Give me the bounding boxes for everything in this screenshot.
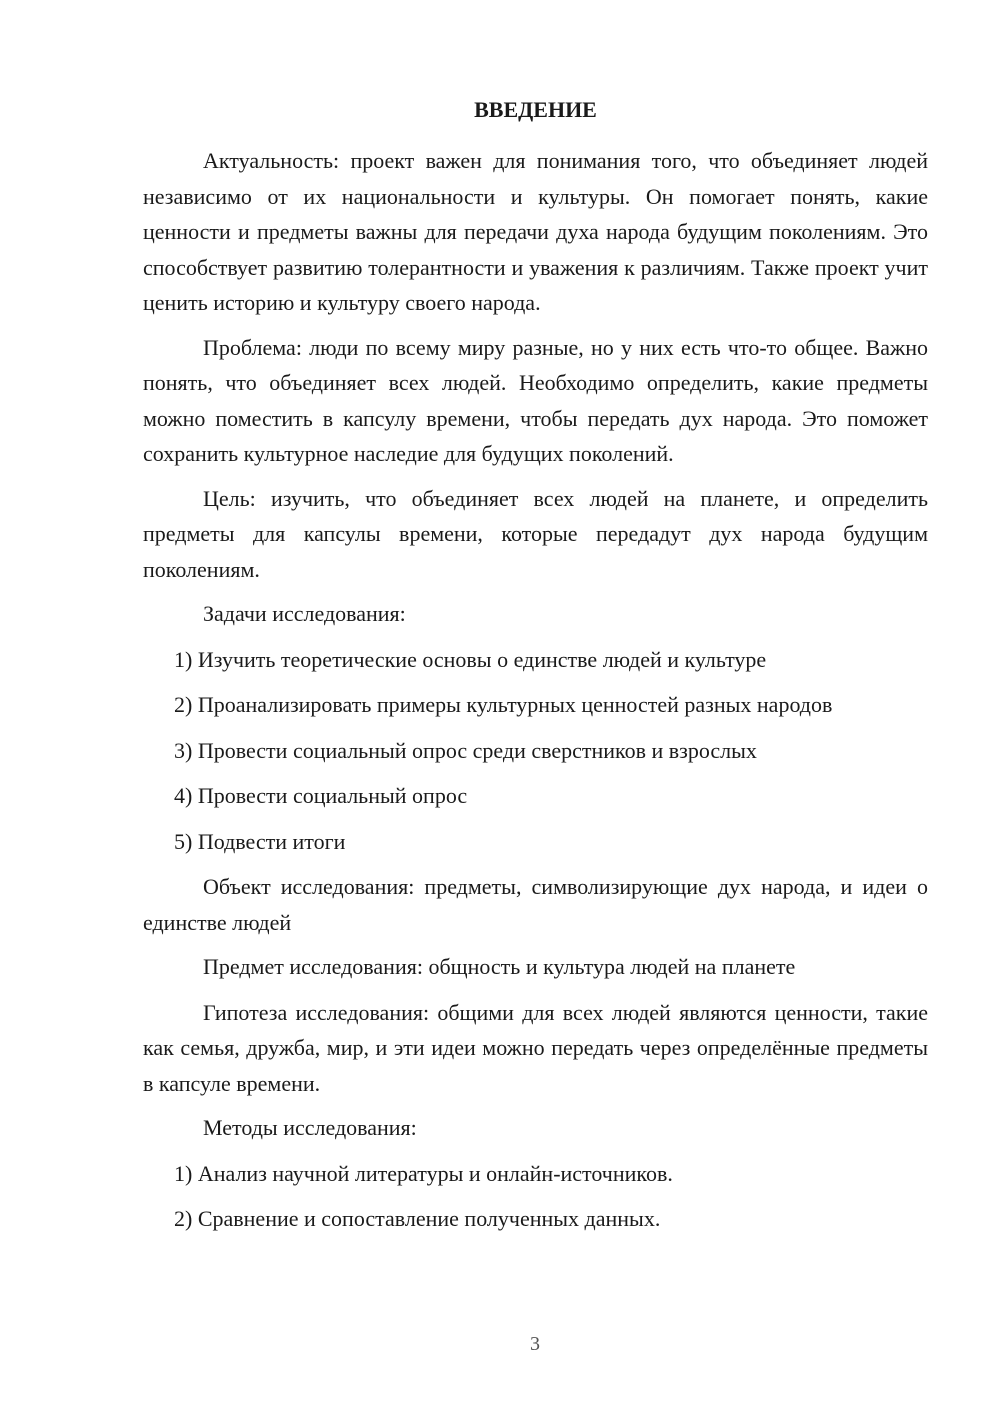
method-item: 1) Анализ научной литературы и онлайн-источников. — [174, 1160, 673, 1186]
document-body — [143, 143, 928, 1247]
methods-list — [143, 1156, 928, 1237]
page-number: 3 — [530, 1333, 540, 1355]
task-item: 3) Провести социальный опрос среди сверстников и взрослых — [174, 737, 757, 763]
page-title: ВВЕДЕНИЕ — [474, 97, 597, 122]
tasks-heading: Задачи исследования: — [203, 601, 406, 626]
task-item: 1) Изучить теоретические основы о единстве людей и культуре — [174, 646, 767, 672]
subject-paragraph: Предмет исследования: общность и культура людей на планете — [203, 954, 796, 979]
task-item: 4) Провести социальный опрос — [174, 783, 468, 808]
task-item: 2) Проанализировать примеры культурных ценностей разных народов — [174, 692, 833, 717]
problem-paragraph: Проблема: люди по всему миру разные, но у них есть что-то общее. Важно понять, что объединяет всех людей. Необходимо определить, какие предметы можно поместить в капсулу времени, чтобы передать дух народа. Это поможет сохранить культурное наследие для будущих поколений. — [143, 334, 928, 466]
object-paragraph: Объект исследования: предметы, символизирующие дух народа, и идеи о единстве людей — [143, 874, 928, 935]
methods-heading: Методы исследования: — [203, 1115, 417, 1140]
relevance-paragraph: Актуальность: проект важен для понимания того, что объединяет людей независимо от их национальности и культуры. Он помогает понять, какие ценности и предметы важны для передачи духа народа будущим поколениям. Это способствует развитию толерантности и уважения к различиям. Также проект учит ценить историю и культуру своего народа. — [143, 148, 928, 315]
hypothesis-paragraph: Гипотеза исследования: общими для всех людей являются ценности, такие как семья, дружба, мир, и эти идеи можно передать через определённые предметы в капсуле времени. — [143, 999, 928, 1096]
method-item: 2) Сравнение и сопоставление полученных данных. — [174, 1206, 661, 1231]
tasks-list — [143, 642, 928, 860]
task-item: 5) Подвести итоги — [174, 828, 346, 854]
goal-paragraph: Цель: изучить, что объединяет всех людей на планете, и определить предметы для капсулы времени, которые передадут дух народа будущим поколениям. — [143, 485, 928, 582]
